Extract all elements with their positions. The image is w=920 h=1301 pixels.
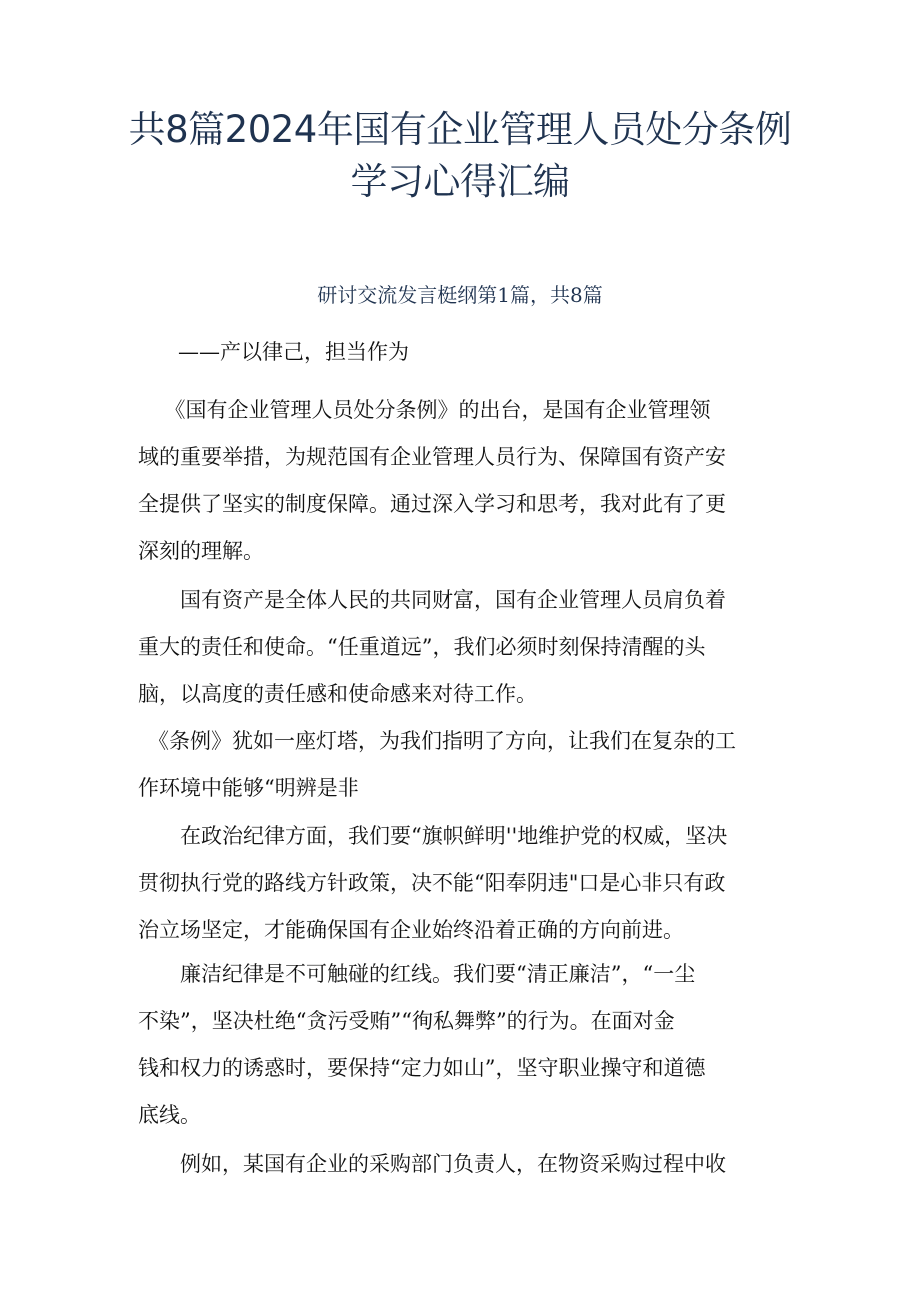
paragraph-line: 底线。 [138,1103,201,1127]
document-subtitle: 研讨交流发言梃纲第1篇，共8篇 [317,283,603,307]
paragraph-line: 例如，某国有企业的采购部门负责人，在物资采购过程中收 [138,1152,726,1176]
paragraph [138,813,788,954]
paragraph-line: 全提供了坚实的制度保障。通过深入学习和思考，我对此有了更 [138,492,726,516]
paragraph [138,718,798,812]
paragraph-line: 深刻的理解。 [138,539,264,563]
paragraph [138,577,788,718]
paragraph-line: 《条例》犹如一座灯塔，为我们指明了方向，让我们在复杂的工 [148,729,736,753]
paragraph-line: 钱和权力的诱惑时，要保持“定力如山”，坚守职业操守和道德 [138,1056,706,1080]
paragraph-line: 在政治纪律方面，我们要“旗帜鲜明''地维护党的权威，坚决 [138,824,728,848]
paragraph [138,951,788,1139]
paragraph-line: 《国有企业管理人员处分条例》的出台，是国有企业管理领 [154,398,711,422]
paragraph-line: 作环境中能够“明辨是非 [138,776,359,800]
paragraph [138,387,788,575]
title-line-1: 共8篇2024年国有企业管理人员处分条例 [128,108,792,151]
paragraph-line: 重大的责任和使命。“任重道远”，我们必须时刻保持清醒的头 [138,635,706,659]
paragraph-line: 不染”，坚决杜绝“贪污受贿”“徇私舞弊”的行为。在面对金 [138,1009,675,1033]
signature-line [138,329,788,376]
paragraph-line: 贯彻执行党的路线方针政策，决不能“阳奉阴违"口是心非只有政 [138,871,726,895]
paragraph-line: 域的重要举措，为规范国有企业管理人员行为、保障国有资产安 [138,445,726,469]
paragraph-line: 治立场坚定，才能确保国有企业始终沿着正确的方向前进。 [138,918,684,942]
title-line-2: 学习心得汇编 [350,160,570,203]
paragraph-line: 脑，以高度的责任感和使命感来对待工作。 [138,682,537,706]
signature-text: ——产以律己，担当作为 [178,340,409,364]
paragraph-line: 国有资产是全体人民的共同财富，国有企业管理人员肩负着 [138,588,726,612]
document-title [0,104,920,208]
paragraph [138,1141,788,1188]
paragraph-line: 廉洁纪律是不可触碰的红线。我们要“清正廉洁”，“一尘 [138,962,696,986]
